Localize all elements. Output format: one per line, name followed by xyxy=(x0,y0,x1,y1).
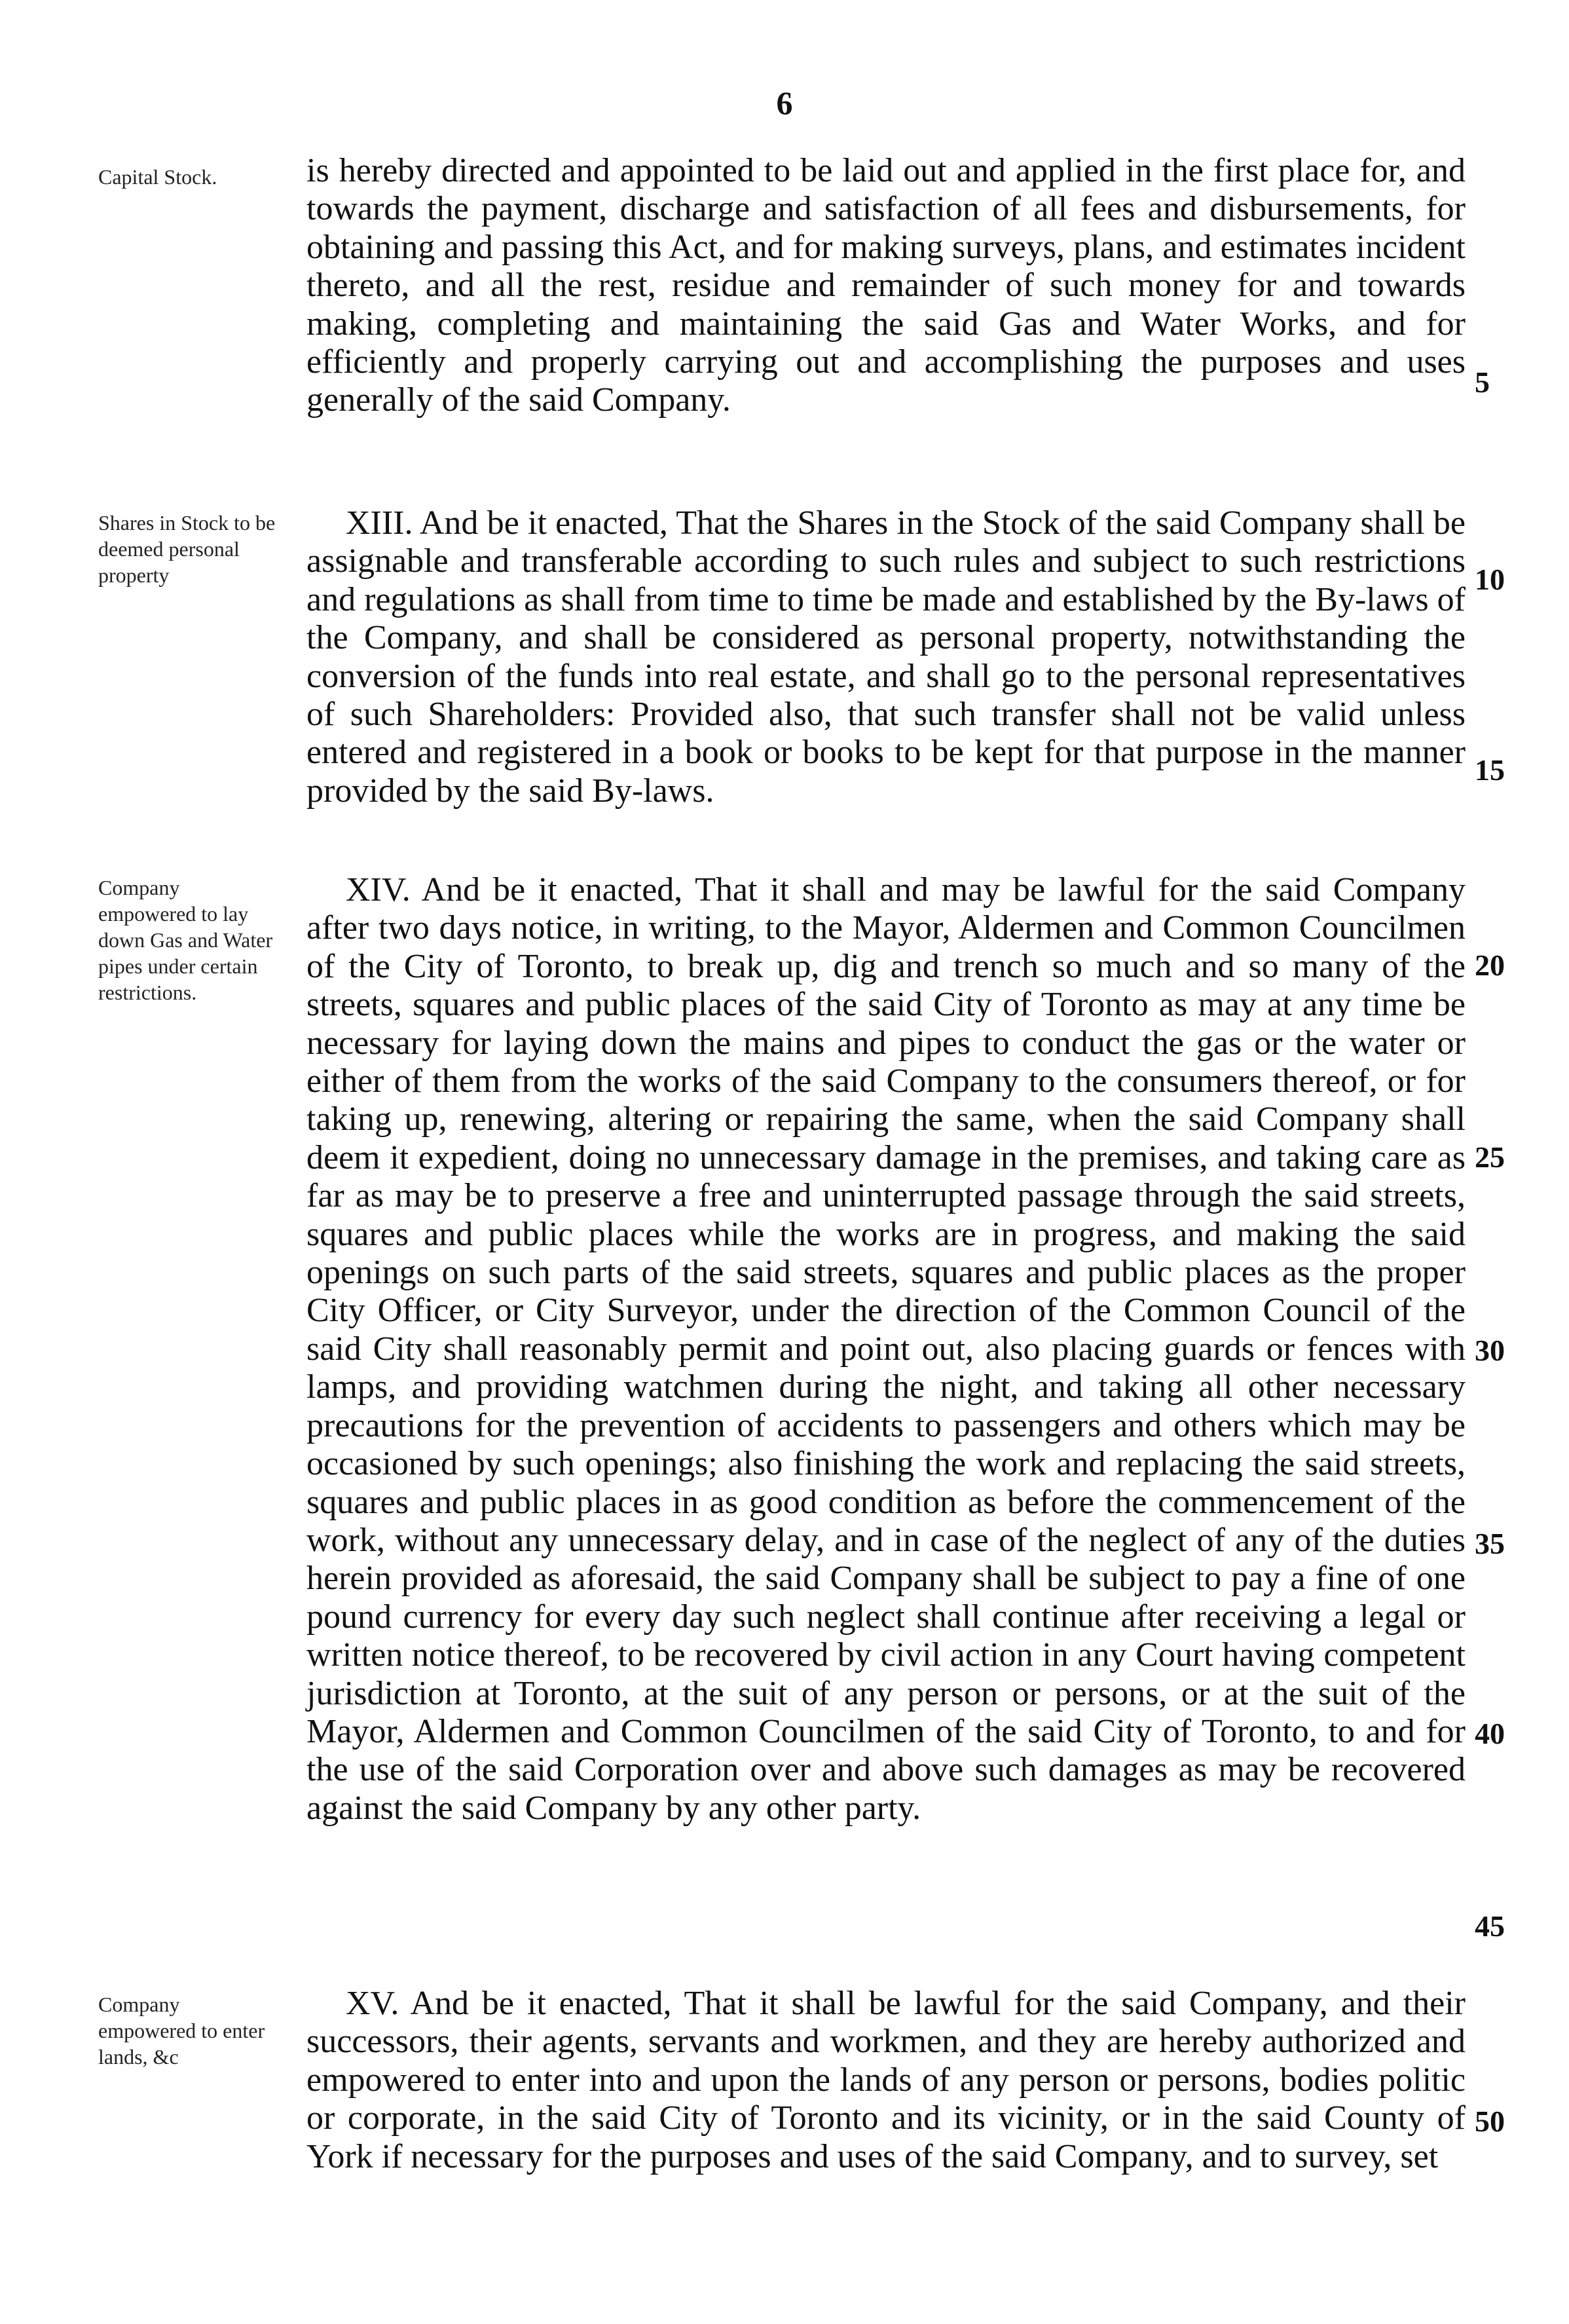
page-number: 6 xyxy=(776,84,793,121)
line-number-45: 45 xyxy=(1475,1909,1505,1943)
line-number-10: 10 xyxy=(1475,563,1505,596)
paragraph-section-xv xyxy=(306,1985,1466,2176)
margin-note-enter-lands: Company empowered to enter lands, &c xyxy=(98,1993,265,2069)
line-number-15: 15 xyxy=(1475,753,1505,787)
line-number-5: 5 xyxy=(1475,365,1490,399)
line-number-20: 20 xyxy=(1475,948,1505,982)
paragraph-section-xiii xyxy=(306,504,1466,810)
paragraph-text: XIV. And be it enacted, That it shall and may be lawful for the said Company after two days notice, in writing, to the Mayor, Aldermen and Common Councilmen of the City of Toronto, to break up, dig and trench so much and so many of the streets, squares and public places of the said City of Toronto as may at any time be necessary for laying down the mains and pipes to conduct the gas or the water or either of them from the works of the said Company to the consumers thereof, or for taking up, renewing, altering or repairing the same, when the said Company shall deem it expedient, doing no unnecessary damage in the premises, and taking care as far as may be to preserve a free and uninterrupted passage through the said streets, squares and public places while the works are in progress, and making the said openings on such parts of the said streets, squares and public places as the proper City Officer, or City Surveyor, under the direction of the Common Council of the said City shall reasonably permit and point out, also placing guards or fences with lamps, and providing watchmen during the night, and taking all other necessary precautions for the prevention of accidents to passengers and others which may be occasioned by such openings; also finishing the work and replacing the said streets, squares and public places in as good condition as before the commencement of the work, without any unnecessary delay, and in case of the neglect of any of the duties herein provided as aforesaid, the said Company shall be subject to pay a fine of one pound currency for every day such neglect shall continue after receiving a legal or written notice thereof, to be recovered by civil action in any Court having competent jurisdiction at Toronto, at the suit of any person or persons, or at the suit of the Mayor, Aldermen and Common Councilmen of the said City of Toronto, to and for the use of the said Corporation over and above such damages as may be recovered against the said Company by any other party. xyxy=(306,871,1466,1827)
margin-note-shares: Shares in Stock to be deemed personal property xyxy=(98,511,276,587)
line-number-40: 40 xyxy=(1475,1717,1505,1750)
margin-note-lay-pipes: Company empowered to lay down Gas and Water pipes under certain restrictions. xyxy=(98,876,273,1004)
margin-note-capital-stock: Capital Stock. xyxy=(98,165,217,189)
line-number-35: 35 xyxy=(1475,1527,1505,1560)
line-number-30: 30 xyxy=(1475,1334,1505,1367)
line-number-50: 50 xyxy=(1475,2105,1505,2138)
paragraph-section-xiv xyxy=(306,871,1466,1827)
line-number-25: 25 xyxy=(1475,1140,1505,1174)
paragraph-text: XV. And be it enacted, That it shall be lawful for the said Company, and their successors, their agents, servants and workmen, and they are hereby authorized and empowered to enter into and upon the lands of any person or persons, bodies politic or corporate, in the said City of Toronto and its vicinity, or in the said County of York if necessary for the purposes and uses of the said Company, and to survey, set xyxy=(306,1985,1466,2175)
paragraph-capital-stock xyxy=(306,152,1466,420)
paragraph-text: XIII. And be it enacted, That the Shares in the Stock of the said Company shall be assignable and transferable according to such rules and subject to such restrictions and regulations as shall from time to time be made and established by the By-laws of the Company, and shall be considered as personal property, notwithstanding the conversion of the funds into real estate, and shall go to the personal representatives of such Shareholders: Provided also, that such transfer shall not be valid unless entered and registered in a book or books to be kept for that purpose in the manner provided by the said By-laws. xyxy=(306,504,1466,810)
paragraph-text: is hereby directed and appointed to be laid out and applied in the first place for, and towards the payment, discharge and satisfaction of all fees and disbursements, for obtaining and passing this Act, and for making surveys, plans, and estimates incident thereto, and all the rest, residue and remainder of such money for and towards making, completing and maintaining the said Gas and Water Works, and for efficiently and properly carrying out and accomplishing the purposes and uses generally of the said Company. xyxy=(306,152,1466,419)
